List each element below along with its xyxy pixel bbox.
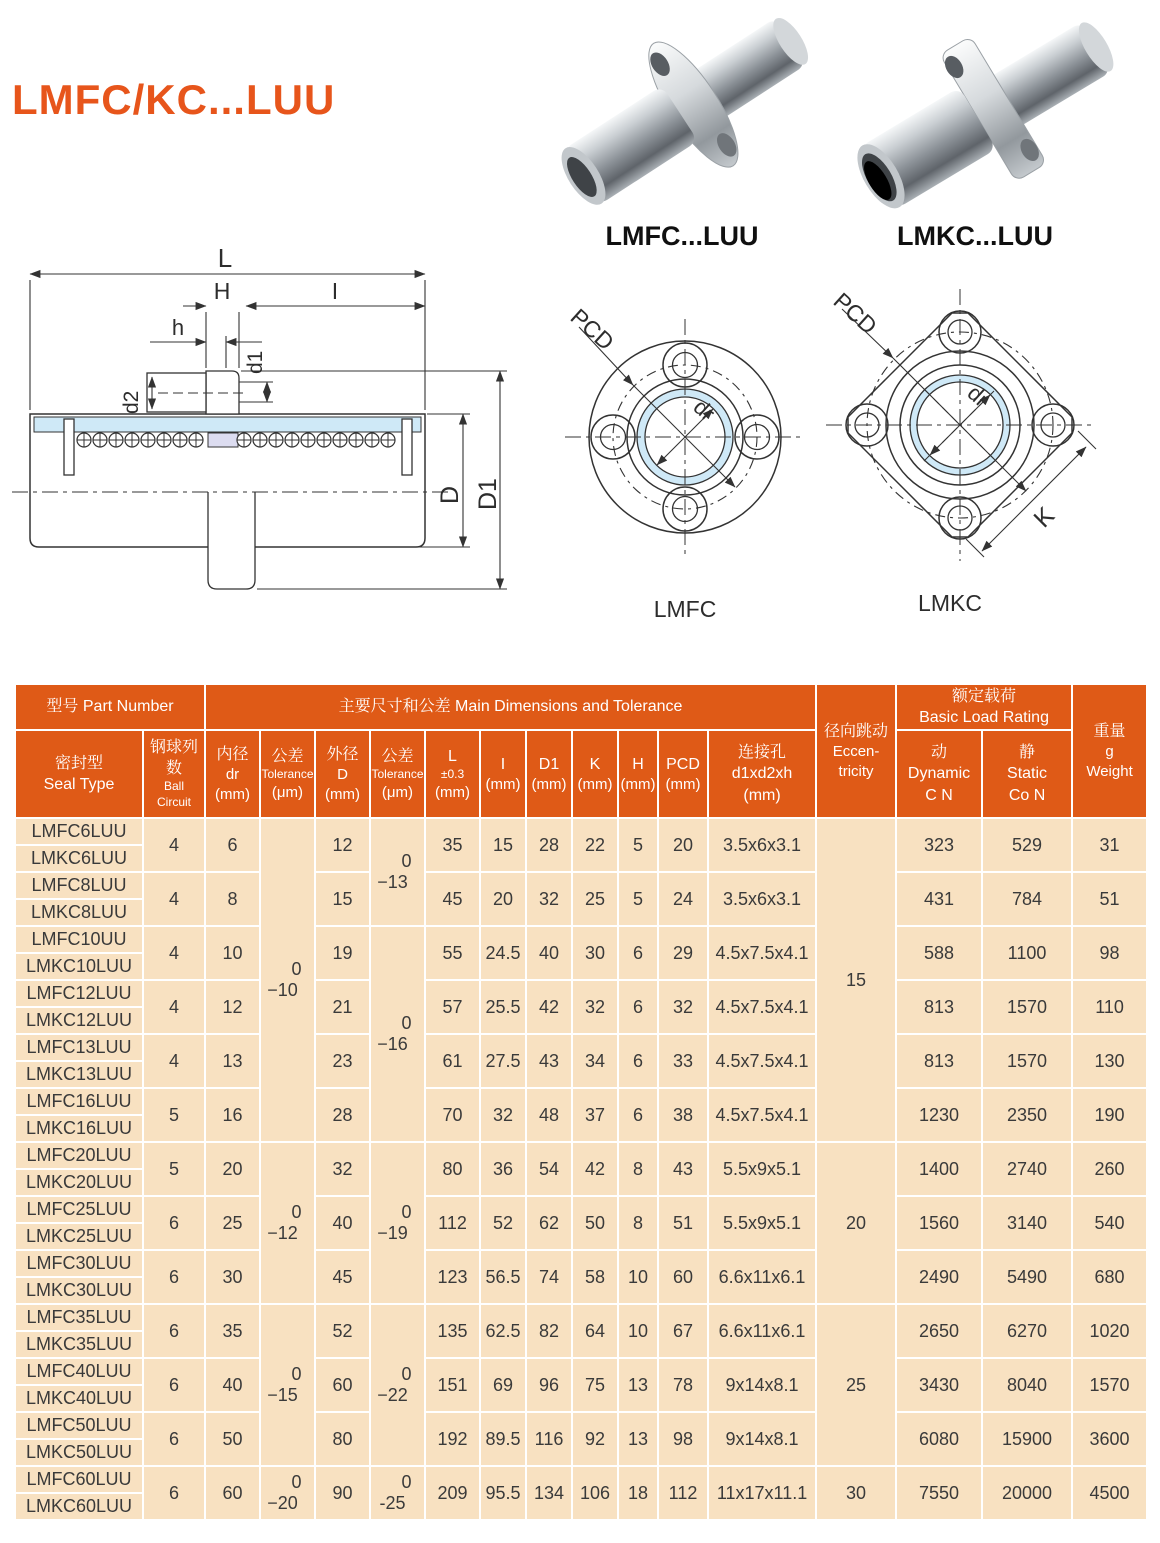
cell-D1: 40 bbox=[526, 926, 572, 980]
part-number: LMKC25LUU bbox=[15, 1223, 143, 1250]
label-dr-square: dr bbox=[962, 380, 994, 412]
cell-dr: 12 bbox=[205, 980, 260, 1034]
part-number: LMKC16LUU bbox=[15, 1115, 143, 1142]
cell-weight: 130 bbox=[1072, 1034, 1147, 1088]
cell-ball: 4 bbox=[143, 980, 205, 1034]
cell-H: 13 bbox=[618, 1412, 658, 1466]
part-number: LMKC20LUU bbox=[15, 1169, 143, 1196]
part-number: LMFC40LUU bbox=[15, 1358, 143, 1385]
cell-H: 8 bbox=[618, 1142, 658, 1196]
cell-dr: 40 bbox=[205, 1358, 260, 1412]
cell-ball: 6 bbox=[143, 1466, 205, 1520]
header-holes: 连接孔 d1xd2xh (mm) bbox=[708, 730, 816, 818]
dim-label-L: L bbox=[217, 243, 233, 273]
cell-dr: 20 bbox=[205, 1142, 260, 1196]
section-drawing bbox=[10, 242, 530, 622]
cell-holes: 5.5x9x5.1 bbox=[708, 1196, 816, 1250]
dim-label-h: h bbox=[171, 315, 185, 340]
cell-holes: 9x14x8.1 bbox=[708, 1412, 816, 1466]
cell-eccentricity: 30 bbox=[816, 1466, 896, 1520]
cell-PCD: 98 bbox=[658, 1412, 708, 1466]
header-dynamic: 动 Dynamic C N bbox=[896, 730, 982, 818]
cell-D: 45 bbox=[315, 1250, 370, 1304]
part-number: LMKC60LUU bbox=[15, 1493, 143, 1520]
cell-L: 45 bbox=[425, 872, 480, 926]
cell-dr: 30 bbox=[205, 1250, 260, 1304]
cell-D1: 43 bbox=[526, 1034, 572, 1088]
dim-label-D: D bbox=[436, 485, 464, 504]
cell-holes: 3.5x6x3.1 bbox=[708, 818, 816, 872]
cell-weight: 1570 bbox=[1072, 1358, 1147, 1412]
header-main-dimensions: 主要尺寸和公差 Main Dimensions and Tolerance bbox=[205, 684, 816, 730]
part-number: LMKC50LUU bbox=[15, 1439, 143, 1466]
dim-label-I: I bbox=[331, 278, 339, 304]
header-ball-circuit: 钢球列数 Ball Circuit bbox=[143, 730, 205, 818]
cell-ball: 5 bbox=[143, 1088, 205, 1142]
cell-PCD: 33 bbox=[658, 1034, 708, 1088]
cell-weight: 260 bbox=[1072, 1142, 1147, 1196]
caption-lmfc: LMFC bbox=[653, 596, 717, 622]
photo-caption-lmfc: LMFC...LUU bbox=[605, 221, 759, 251]
cell-PCD: 24 bbox=[658, 872, 708, 926]
cell-dr: 10 bbox=[205, 926, 260, 980]
cell-dynamic: 2490 bbox=[896, 1250, 982, 1304]
photo-caption-lmkc: LMKC...LUU bbox=[897, 221, 1053, 251]
cell-D: 23 bbox=[315, 1034, 370, 1088]
product-photo-lmfc bbox=[552, 8, 812, 218]
cell-L: 35 bbox=[425, 818, 480, 872]
header-D1: D1 (mm) bbox=[526, 730, 572, 818]
part-number: LMKC8LUU bbox=[15, 899, 143, 926]
header-dr-tolerance: 公差 Tolerance (μm) bbox=[260, 730, 315, 818]
cell-H: 8 bbox=[618, 1196, 658, 1250]
cell-K: 92 bbox=[572, 1412, 618, 1466]
cell-dynamic: 1560 bbox=[896, 1196, 982, 1250]
cell-ball: 6 bbox=[143, 1412, 205, 1466]
cell-dynamic: 7550 bbox=[896, 1466, 982, 1520]
cell-dr-tolerance: 0 −15 bbox=[260, 1304, 315, 1466]
cell-D: 32 bbox=[315, 1142, 370, 1196]
cell-I: 62.5 bbox=[480, 1304, 526, 1358]
part-number: LMFC20LUU bbox=[15, 1142, 143, 1169]
cell-H: 6 bbox=[618, 1034, 658, 1088]
cell-holes: 11x17x11.1 bbox=[708, 1466, 816, 1520]
label-pcd-round: PCD bbox=[565, 303, 620, 356]
cell-holes: 4.5x7.5x4.1 bbox=[708, 1034, 816, 1088]
header-PCD: PCD (mm) bbox=[658, 730, 708, 818]
cell-static: 784 bbox=[982, 872, 1072, 926]
cell-D1: 96 bbox=[526, 1358, 572, 1412]
part-number: LMKC35LUU bbox=[15, 1331, 143, 1358]
cell-D: 40 bbox=[315, 1196, 370, 1250]
cell-static: 8040 bbox=[982, 1358, 1072, 1412]
cell-ball: 5 bbox=[143, 1142, 205, 1196]
cell-H: 5 bbox=[618, 872, 658, 926]
cell-L: 192 bbox=[425, 1412, 480, 1466]
cell-static: 2350 bbox=[982, 1088, 1072, 1142]
cell-dr: 35 bbox=[205, 1304, 260, 1358]
cell-PCD: 20 bbox=[658, 818, 708, 872]
cell-PCD: 32 bbox=[658, 980, 708, 1034]
cell-D1: 28 bbox=[526, 818, 572, 872]
part-number: LMKC30LUU bbox=[15, 1277, 143, 1304]
cell-I: 52 bbox=[480, 1196, 526, 1250]
cell-K: 50 bbox=[572, 1196, 618, 1250]
cell-eccentricity: 15 bbox=[816, 818, 896, 1142]
cell-static: 3140 bbox=[982, 1196, 1072, 1250]
part-number: LMFC12LUU bbox=[15, 980, 143, 1007]
cell-H: 6 bbox=[618, 926, 658, 980]
cell-dr: 8 bbox=[205, 872, 260, 926]
cell-K: 106 bbox=[572, 1466, 618, 1520]
cell-ball: 4 bbox=[143, 818, 205, 872]
spec-table bbox=[14, 683, 1148, 1521]
part-number: LMKC40LUU bbox=[15, 1385, 143, 1412]
cell-dr-tolerance: 0 −10 bbox=[260, 818, 315, 1142]
cell-L: 61 bbox=[425, 1034, 480, 1088]
cell-static: 5490 bbox=[982, 1250, 1072, 1304]
cell-holes: 4.5x7.5x4.1 bbox=[708, 1088, 816, 1142]
part-number: LMFC25LUU bbox=[15, 1196, 143, 1223]
cell-ball: 4 bbox=[143, 872, 205, 926]
label-k-square: K bbox=[1028, 501, 1061, 534]
cell-weight: 190 bbox=[1072, 1088, 1147, 1142]
cell-static: 1570 bbox=[982, 980, 1072, 1034]
cell-L: 135 bbox=[425, 1304, 480, 1358]
cell-static: 1570 bbox=[982, 1034, 1072, 1088]
part-number: LMFC35LUU bbox=[15, 1304, 143, 1331]
cell-dynamic: 813 bbox=[896, 980, 982, 1034]
cell-eccentricity: 20 bbox=[816, 1142, 896, 1304]
cell-dynamic: 323 bbox=[896, 818, 982, 872]
cell-D: 90 bbox=[315, 1466, 370, 1520]
cell-H: 18 bbox=[618, 1466, 658, 1520]
cell-K: 42 bbox=[572, 1142, 618, 1196]
cell-weight: 110 bbox=[1072, 980, 1147, 1034]
caption-lmkc: LMKC bbox=[918, 590, 982, 616]
cell-I: 69 bbox=[480, 1358, 526, 1412]
cell-D: 28 bbox=[315, 1088, 370, 1142]
cell-holes: 9x14x8.1 bbox=[708, 1358, 816, 1412]
cell-H: 6 bbox=[618, 1088, 658, 1142]
cell-static: 1100 bbox=[982, 926, 1072, 980]
cell-dr: 13 bbox=[205, 1034, 260, 1088]
cell-I: 36 bbox=[480, 1142, 526, 1196]
cell-holes: 3.5x6x3.1 bbox=[708, 872, 816, 926]
header-seal-type: 密封型 Seal Type bbox=[15, 730, 143, 818]
cell-holes: 6.6x11x6.1 bbox=[708, 1304, 816, 1358]
label-dr-round: dr bbox=[688, 394, 720, 426]
cell-D: 21 bbox=[315, 980, 370, 1034]
part-number: LMKC6LUU bbox=[15, 845, 143, 872]
cell-D1: 116 bbox=[526, 1412, 572, 1466]
cell-dynamic: 2650 bbox=[896, 1304, 982, 1358]
cell-L: 80 bbox=[425, 1142, 480, 1196]
cell-D1: 32 bbox=[526, 872, 572, 926]
cell-holes: 6.6x11x6.1 bbox=[708, 1250, 816, 1304]
cell-dynamic: 431 bbox=[896, 872, 982, 926]
cell-I: 95.5 bbox=[480, 1466, 526, 1520]
part-number: LMFC10UU bbox=[15, 926, 143, 953]
cell-dynamic: 6080 bbox=[896, 1412, 982, 1466]
header-D-tolerance: 公差 Tolerance (μm) bbox=[370, 730, 425, 818]
cell-K: 34 bbox=[572, 1034, 618, 1088]
cell-static: 15900 bbox=[982, 1412, 1072, 1466]
part-number: LMFC16LUU bbox=[15, 1088, 143, 1115]
cell-I: 27.5 bbox=[480, 1034, 526, 1088]
cell-dr-tolerance: 0 −12 bbox=[260, 1142, 315, 1304]
part-number: LMFC50LUU bbox=[15, 1412, 143, 1439]
round-flange-view bbox=[535, 285, 835, 625]
cell-weight: 51 bbox=[1072, 872, 1147, 926]
cell-D1: 62 bbox=[526, 1196, 572, 1250]
cell-H: 10 bbox=[618, 1250, 658, 1304]
cell-I: 25.5 bbox=[480, 980, 526, 1034]
cell-D: 15 bbox=[315, 872, 370, 926]
dim-label-d2: d2 bbox=[120, 390, 143, 414]
cell-I: 20 bbox=[480, 872, 526, 926]
cell-D-tolerance: 0 -25 bbox=[370, 1466, 425, 1520]
cell-H: 6 bbox=[618, 980, 658, 1034]
cell-dynamic: 1230 bbox=[896, 1088, 982, 1142]
product-photo-lmkc bbox=[825, 15, 1125, 215]
cell-D-tolerance: 0 −13 bbox=[370, 818, 425, 926]
cell-holes: 4.5x7.5x4.1 bbox=[708, 926, 816, 980]
cell-PCD: 38 bbox=[658, 1088, 708, 1142]
header-H: H (mm) bbox=[618, 730, 658, 818]
cell-H: 10 bbox=[618, 1304, 658, 1358]
part-number: LMKC12LUU bbox=[15, 1007, 143, 1034]
cell-K: 32 bbox=[572, 980, 618, 1034]
header-eccentricity: 径向跳动 Eccen- tricity bbox=[816, 684, 896, 818]
dim-label-d1: d1 bbox=[244, 350, 267, 374]
cell-ball: 4 bbox=[143, 926, 205, 980]
cell-PCD: 67 bbox=[658, 1304, 708, 1358]
cell-D1: 42 bbox=[526, 980, 572, 1034]
cell-dr: 16 bbox=[205, 1088, 260, 1142]
cell-D1: 74 bbox=[526, 1250, 572, 1304]
cell-D: 12 bbox=[315, 818, 370, 872]
cell-K: 37 bbox=[572, 1088, 618, 1142]
cell-PCD: 29 bbox=[658, 926, 708, 980]
dim-label-H: H bbox=[213, 278, 231, 304]
cell-weight: 31 bbox=[1072, 818, 1147, 872]
header-load-rating: 额定载荷 Basic Load Rating bbox=[896, 684, 1072, 730]
cell-L: 70 bbox=[425, 1088, 480, 1142]
header-K: K (mm) bbox=[572, 730, 618, 818]
part-number: LMFC13LUU bbox=[15, 1034, 143, 1061]
part-number: LMFC30LUU bbox=[15, 1250, 143, 1277]
cell-weight: 540 bbox=[1072, 1196, 1147, 1250]
cell-dr: 25 bbox=[205, 1196, 260, 1250]
cell-K: 58 bbox=[572, 1250, 618, 1304]
part-number: LMFC60LUU bbox=[15, 1466, 143, 1493]
cell-ball: 6 bbox=[143, 1196, 205, 1250]
cell-static: 529 bbox=[982, 818, 1072, 872]
cell-weight: 98 bbox=[1072, 926, 1147, 980]
cell-I: 32 bbox=[480, 1088, 526, 1142]
dim-label-D1: D1 bbox=[474, 478, 502, 510]
cell-ball: 6 bbox=[143, 1250, 205, 1304]
cell-holes: 4.5x7.5x4.1 bbox=[708, 980, 816, 1034]
cell-D-tolerance: 0 −16 bbox=[370, 926, 425, 1142]
cell-L: 57 bbox=[425, 980, 480, 1034]
cell-weight: 1020 bbox=[1072, 1304, 1147, 1358]
cell-L: 112 bbox=[425, 1196, 480, 1250]
cell-weight: 4500 bbox=[1072, 1466, 1147, 1520]
cell-static: 6270 bbox=[982, 1304, 1072, 1358]
cell-ball: 6 bbox=[143, 1358, 205, 1412]
cell-eccentricity: 25 bbox=[816, 1304, 896, 1466]
cell-D-tolerance: 0 −22 bbox=[370, 1304, 425, 1466]
header-weight: 重量 g Weight bbox=[1072, 684, 1147, 818]
cell-K: 25 bbox=[572, 872, 618, 926]
header-part-number: 型号 Part Number bbox=[15, 684, 205, 730]
cell-dynamic: 1400 bbox=[896, 1142, 982, 1196]
cell-ball: 4 bbox=[143, 1034, 205, 1088]
cell-weight: 3600 bbox=[1072, 1412, 1147, 1466]
cell-D: 80 bbox=[315, 1412, 370, 1466]
page-title: LMFC/KC...LUU bbox=[12, 76, 336, 123]
cell-PCD: 78 bbox=[658, 1358, 708, 1412]
cell-dynamic: 588 bbox=[896, 926, 982, 980]
cell-K: 22 bbox=[572, 818, 618, 872]
header-D: 外径 D (mm) bbox=[315, 730, 370, 818]
cell-D: 19 bbox=[315, 926, 370, 980]
cell-D: 60 bbox=[315, 1358, 370, 1412]
cell-I: 24.5 bbox=[480, 926, 526, 980]
cell-L: 209 bbox=[425, 1466, 480, 1520]
part-number: LMFC8LUU bbox=[15, 872, 143, 899]
cell-dynamic: 813 bbox=[896, 1034, 982, 1088]
cell-dr: 60 bbox=[205, 1466, 260, 1520]
cell-holes: 5.5x9x5.1 bbox=[708, 1142, 816, 1196]
cell-PCD: 43 bbox=[658, 1142, 708, 1196]
cell-I: 56.5 bbox=[480, 1250, 526, 1304]
part-number: LMKC10LUU bbox=[15, 953, 143, 980]
cell-K: 75 bbox=[572, 1358, 618, 1412]
cell-D1: 82 bbox=[526, 1304, 572, 1358]
cell-I: 15 bbox=[480, 818, 526, 872]
cell-D1: 54 bbox=[526, 1142, 572, 1196]
part-number: LMFC6LUU bbox=[15, 818, 143, 845]
part-number: LMKC13LUU bbox=[15, 1061, 143, 1088]
cell-ball: 6 bbox=[143, 1304, 205, 1358]
cell-H: 5 bbox=[618, 818, 658, 872]
header-dr: 内径 dr (mm) bbox=[205, 730, 260, 818]
cell-weight: 680 bbox=[1072, 1250, 1147, 1304]
cell-D: 52 bbox=[315, 1304, 370, 1358]
cell-I: 89.5 bbox=[480, 1412, 526, 1466]
header-L: L ±0.3 (mm) bbox=[425, 730, 480, 818]
cell-static: 2740 bbox=[982, 1142, 1072, 1196]
label-pcd-square: PCD bbox=[828, 287, 883, 340]
cell-PCD: 60 bbox=[658, 1250, 708, 1304]
cell-L: 151 bbox=[425, 1358, 480, 1412]
cell-D1: 134 bbox=[526, 1466, 572, 1520]
cell-K: 30 bbox=[572, 926, 618, 980]
cell-D1: 48 bbox=[526, 1088, 572, 1142]
cell-L: 55 bbox=[425, 926, 480, 980]
cell-D-tolerance: 0 −19 bbox=[370, 1142, 425, 1304]
header-static: 静 Static Co N bbox=[982, 730, 1072, 818]
square-flange-view bbox=[800, 275, 1160, 623]
cell-L: 123 bbox=[425, 1250, 480, 1304]
cell-PCD: 51 bbox=[658, 1196, 708, 1250]
cell-dr: 6 bbox=[205, 818, 260, 872]
cell-static: 20000 bbox=[982, 1466, 1072, 1520]
cell-dr-tolerance: 0 −20 bbox=[260, 1466, 315, 1520]
cell-H: 13 bbox=[618, 1358, 658, 1412]
cell-PCD: 112 bbox=[658, 1466, 708, 1520]
cell-dynamic: 3430 bbox=[896, 1358, 982, 1412]
header-I: I (mm) bbox=[480, 730, 526, 818]
cell-K: 64 bbox=[572, 1304, 618, 1358]
cell-dr: 50 bbox=[205, 1412, 260, 1466]
